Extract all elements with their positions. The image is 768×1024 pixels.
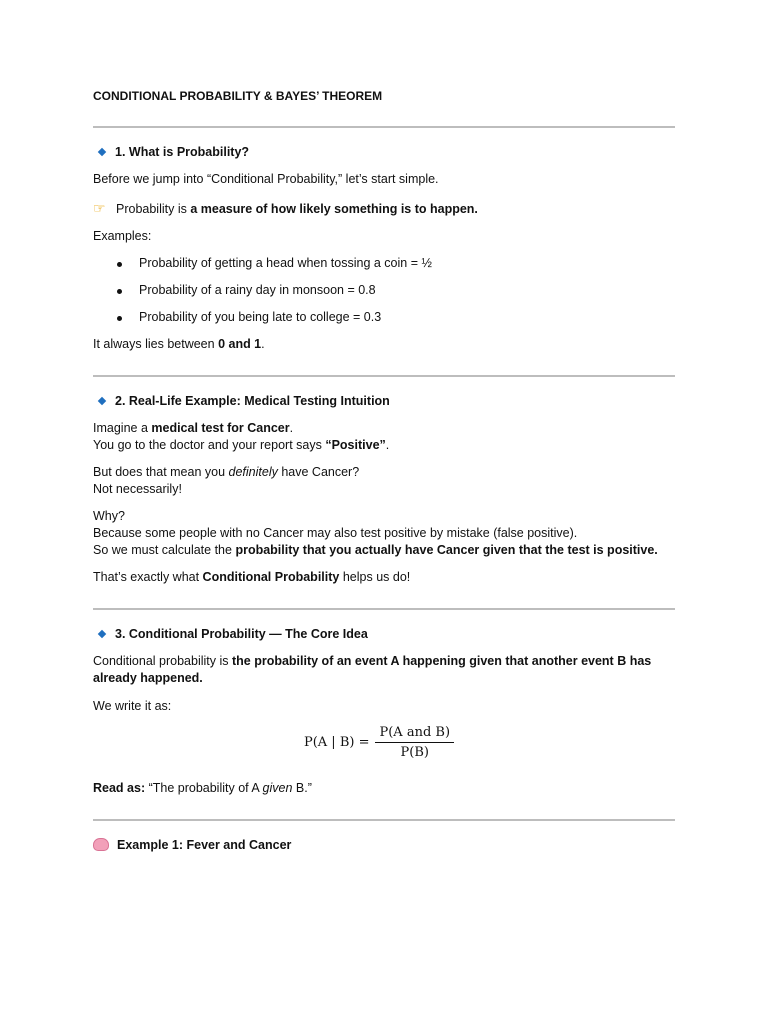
section3-heading [93, 626, 675, 642]
text: But does that mean you [93, 465, 229, 479]
section-divider [93, 375, 675, 377]
pointing-hand-icon: ☞ [93, 200, 106, 216]
text: So we must calculate the [93, 543, 236, 557]
formula-denominator: P(B) [400, 745, 429, 760]
brain-icon [93, 838, 109, 851]
range-bold: 0 and 1 [218, 337, 262, 351]
section2-heading [93, 393, 675, 409]
text-italic: definitely [228, 465, 278, 479]
text: . [385, 438, 390, 452]
text: That’s exactly what [93, 570, 203, 584]
text: B.” [292, 781, 312, 795]
text: Why? [93, 509, 125, 523]
range-text: It always lies between [93, 337, 219, 351]
definition-bold: a measure of how likely something is to happen. [190, 202, 478, 216]
example1-heading-text: Example 1: Fever and Cancer [117, 838, 292, 852]
text: Conditional probability is [93, 654, 232, 668]
text-bold: Conditional Probability [202, 570, 340, 584]
section3-heading-text: 3. Conditional Probability — The Core Idea [115, 627, 368, 641]
example1-heading [93, 837, 675, 853]
text: Because some people with no Cancer may also test positive by mistake (false positive). [93, 526, 578, 540]
section-divider [93, 608, 675, 610]
text: Imagine a [93, 421, 152, 435]
section2-paragraph-1 [93, 420, 675, 454]
conditional-probability-formula [83, 725, 675, 760]
document-title: CONDITIONAL PROBABILITY & BAYES’ THEOREM [93, 89, 383, 103]
blue-diamond-icon [98, 630, 106, 638]
range-end: . [261, 337, 265, 351]
document-content [93, 88, 675, 853]
definition-text: Probability is [116, 202, 191, 216]
section2-paragraph-2 [93, 464, 675, 498]
section1-heading-text: 1. What is Probability? [115, 145, 250, 159]
section3-paragraph-2: We write it as: [93, 699, 172, 713]
list-item: Probability of you being late to college = 0.3 [93, 309, 675, 326]
blue-diamond-icon [98, 148, 106, 156]
text-bold: probability that you actually have Cancer given that the test is positive. [235, 543, 658, 557]
section2-paragraph-3 [93, 508, 675, 559]
text: “The probability of A [145, 781, 263, 795]
text-bold: medical test for Cancer [151, 421, 290, 435]
formula-numerator: P(A and B) [375, 725, 454, 743]
text: helps us do! [339, 570, 411, 584]
text-bold: “Positive” [325, 438, 386, 452]
section2-heading-text: 2. Real-Life Example: Medical Testing Intuition [115, 394, 390, 408]
text: You go to the doctor and your report says [93, 438, 326, 452]
text: . [289, 421, 294, 435]
probability-range [93, 336, 675, 353]
section3-paragraph-1 [93, 653, 675, 687]
section1-definition [93, 200, 675, 218]
list-item: Probability of a rainy day in monsoon = 0.8 [93, 282, 675, 299]
text-bold: the probability of an event A happening given that another event B has already happened. [93, 654, 652, 685]
section1-heading [93, 144, 675, 160]
blue-diamond-icon [98, 397, 106, 405]
section2-paragraph-4 [93, 569, 675, 586]
text-italic: given [262, 781, 293, 795]
examples-label: Examples: [93, 229, 152, 243]
section-divider [93, 819, 675, 821]
text-bold: Read as: [93, 781, 146, 795]
read-as-line [93, 780, 675, 797]
section-divider [93, 126, 675, 128]
section1-intro: Before we jump into “Conditional Probability,” let’s start simple. [93, 172, 439, 186]
text: Not necessarily! [93, 482, 182, 496]
formula-lhs: P(A | B) = [303, 735, 370, 750]
examples-list [93, 255, 675, 326]
list-item: Probability of getting a head when tossing a coin = ½ [93, 255, 675, 272]
text: have Cancer? [277, 465, 360, 479]
formula-fraction [375, 725, 454, 760]
